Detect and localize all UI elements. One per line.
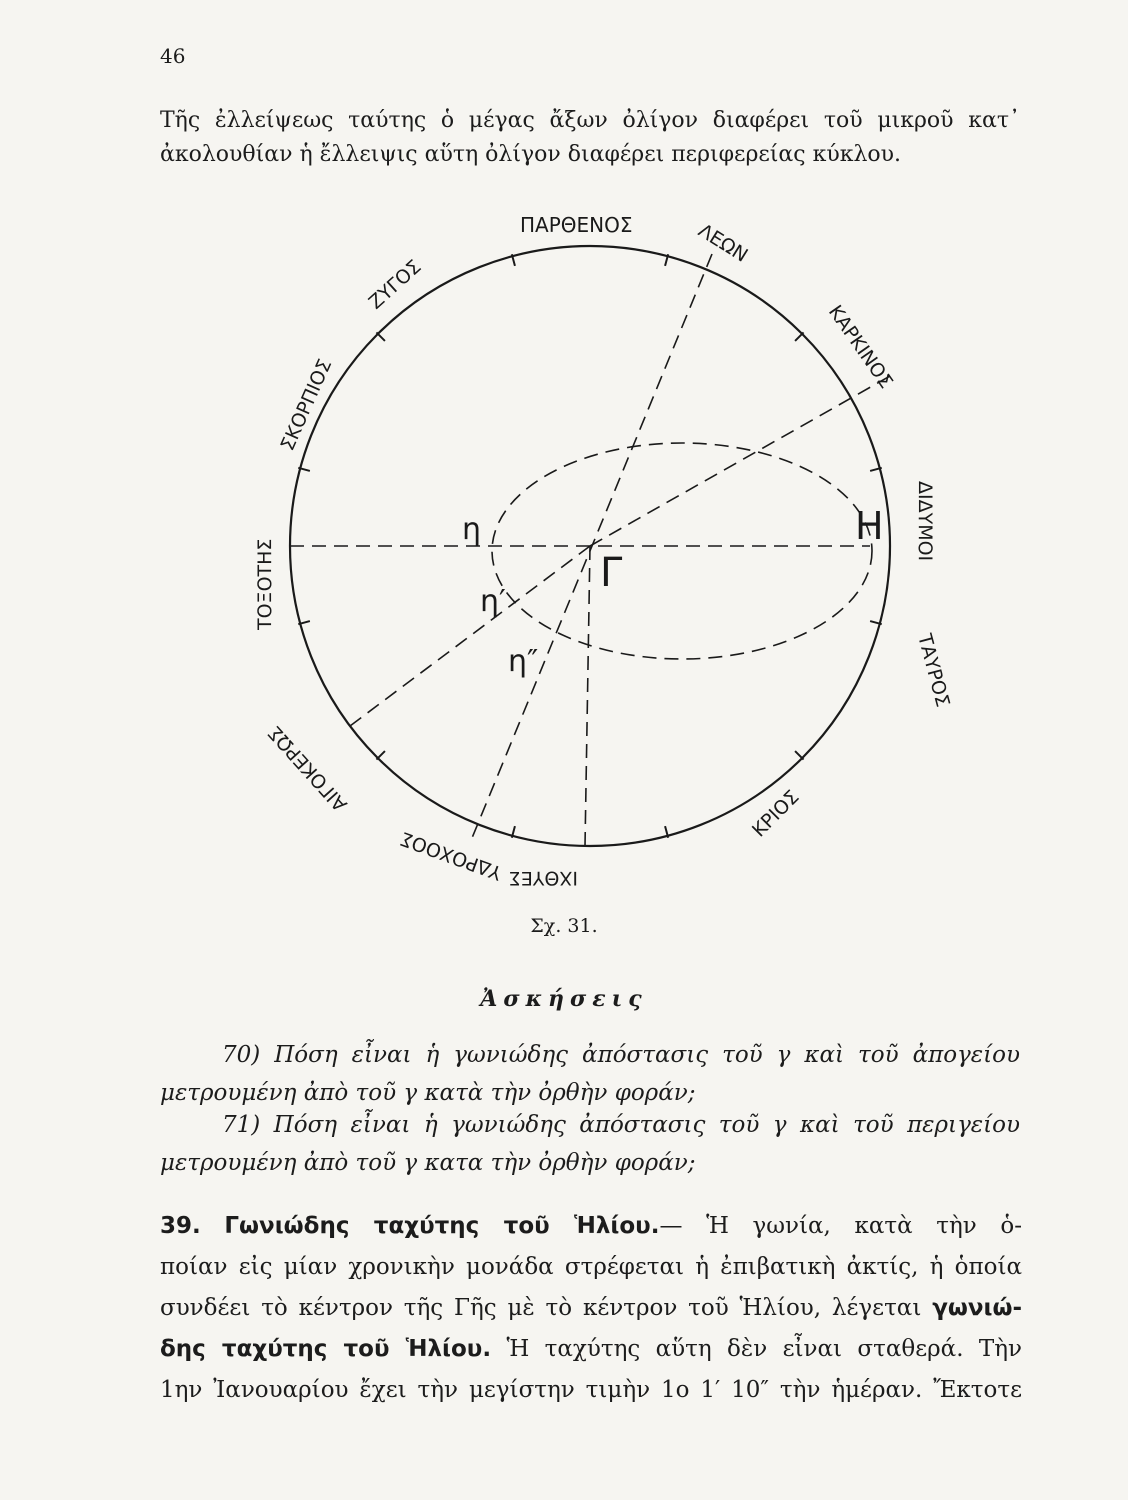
sign-karkinos: ΚΑΡΚΙΝΟΣ <box>823 301 898 393</box>
intro-line: ἀκολουθίαν ἡ ἔλλειψις αὕτη ὀλίγον διαφέρει περιφερείας κύκλου. <box>160 142 901 167</box>
point-eta-double: η″ <box>508 644 539 679</box>
sign-tavros: ΤΑΥΡΟΣ <box>913 631 954 710</box>
sign-didymoi: ΔΙΔΥΜΟΙ <box>914 481 936 562</box>
orbit-ellipse <box>492 443 872 659</box>
section-term: δης ταχύτης τοῦ Ἡλίου. <box>160 1336 492 1362</box>
sign-zygos: ΖΥΓΟΣ <box>364 255 426 314</box>
point-Eta: Η <box>855 504 884 548</box>
sign-divider-tick <box>376 751 384 759</box>
figure-caption: Σχ. 31. <box>530 915 598 937</box>
sign-toxotis: ΤΟΞΟΤΗΣ <box>254 538 276 630</box>
intro-paragraph <box>160 104 1020 172</box>
section-line <box>160 1206 1022 1247</box>
sign-divider-tick <box>795 751 803 759</box>
section-line: 1ην Ἰανουαρίου ἔχει τὴν μεγίστην τιμὴν 1ο 1′ 10″ τὴν ἡμέραν. Ἔκτοτε <box>160 1377 1022 1403</box>
section-title: Γωνιώδης ταχύτης τοῦ Ἡλίου. <box>224 1213 660 1239</box>
sign-parthenos: ΠΑΡΘΕΝΟΣ <box>520 213 633 237</box>
section-term: γωνιώ- <box>932 1295 1023 1321</box>
zodiac-diagram <box>200 196 1000 916</box>
section-line: ποίαν εἰς μίαν χρονικὴν μονάδα στρέφεται ἡ ἐπιβατικὴ ἀκτίς, ἡ ὁποία <box>160 1254 1022 1280</box>
sign-divider-tick <box>795 332 803 340</box>
section-number: 39. <box>160 1213 201 1239</box>
section-39 <box>160 1206 1022 1411</box>
exercise-line: μετρουμένη ἀπὸ τοῦ γ κατα τὴν ὀρθὴν φοράν; <box>160 1150 696 1176</box>
exercise-71 <box>160 1106 1020 1182</box>
section-text: Ἡ ταχύτης αὕτη δὲν εἶναι σταθερά. Τὴν <box>506 1336 1023 1362</box>
exercise-line: 70) Πόση εἶναι ἡ γωνιώδης ἀπόστασις τοῦ γ καὶ τοῦ ἀπογείου <box>222 1042 1020 1068</box>
sign-divider-tick <box>376 332 384 340</box>
dashed-radius-aigokeros <box>350 546 590 726</box>
sign-krios: ΚΡΙΟΣ <box>747 786 804 842</box>
sign-leon: ΛΕΩΝ <box>694 219 752 267</box>
exercise-line: μετρουμένη ἀπὸ τοῦ γ κατὰ τὴν ὀρθὴν φοράν; <box>160 1080 696 1106</box>
point-eta-prime: η′ <box>480 584 506 619</box>
exercise-70 <box>160 1036 1020 1112</box>
section-text: — Ἡ γωνία, κατὰ τὴν ὁ- <box>659 1213 1022 1239</box>
section-line <box>160 1329 1022 1370</box>
page-number: 46 <box>160 44 186 68</box>
section-text: συνδέει τὸ κέντρον τῆς Γῆς μὲ τὸ κέντρον τοῦ Ἡλίου, λέγεται <box>160 1295 922 1321</box>
sign-aigokeros: ΑΙΓΟΚΕΡΩΣ <box>264 721 352 816</box>
exercises-heading: Ἀσκήσεις <box>480 986 648 1012</box>
point-eta: η <box>462 512 482 547</box>
point-gamma: Γ <box>600 550 623 596</box>
sign-ichthyes: ΙΧΘΥΕΣ <box>508 867 578 889</box>
intro-line: Τῆς ἐλλείψεως ταύτης ὁ μέγας ἄξων ὀλίγον διαφέρει τοῦ μικροῦ κατ᾽ <box>160 108 1020 133</box>
exercise-line: 71) Πόση εἶναι ἡ γωνιώδης ἀπόστασις τοῦ γ καὶ τοῦ περιγείου <box>222 1112 1020 1138</box>
dashed-radius-karkinos <box>590 376 890 546</box>
sign-ydrochoos: ΥΔΡΟΧΟΟΣ <box>397 827 505 884</box>
sign-skorpios: ΣΚΟΡΠΙΟΣ <box>276 355 337 455</box>
dashed-radius-ichthyes <box>585 546 590 846</box>
section-line <box>160 1288 1022 1329</box>
